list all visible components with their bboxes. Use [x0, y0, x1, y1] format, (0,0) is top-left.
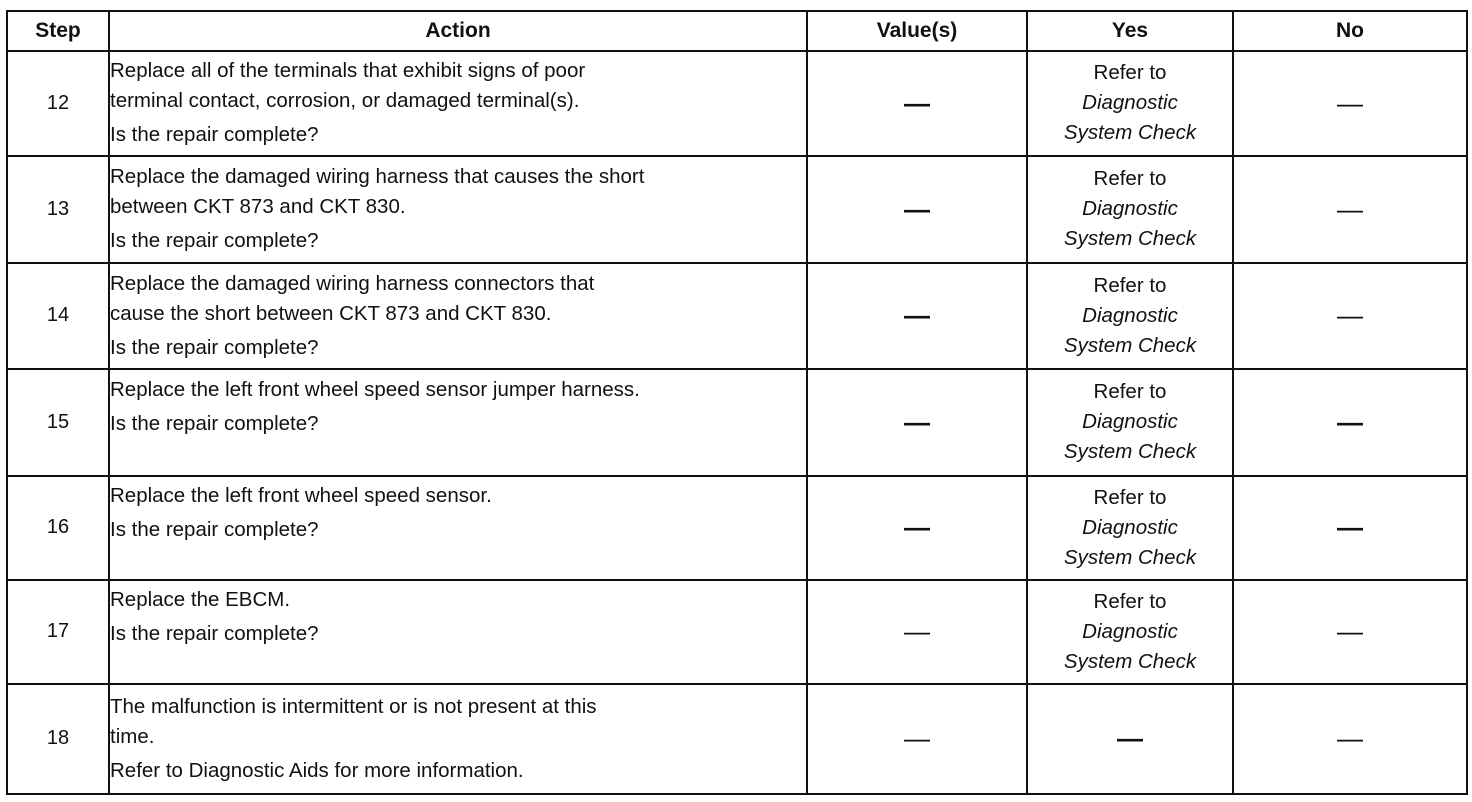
yes-cell	[1027, 476, 1233, 580]
action-question: Refer to Diagnostic Aids for more information.	[110, 758, 524, 782]
yes-diagnostic: Diagnostic	[1082, 515, 1178, 539]
step-number: 16	[7, 476, 109, 580]
value-cell	[807, 684, 1027, 794]
no-cell	[1233, 580, 1467, 684]
step-number: 13	[7, 156, 109, 263]
header-yes: Yes	[1027, 11, 1233, 51]
header-step: Step	[7, 11, 109, 51]
action-question: Is the repair complete?	[110, 229, 319, 253]
action-text-line: terminal contact, corrosion, or damaged terminal(s).	[110, 89, 580, 113]
action-spacer-line	[110, 545, 806, 575]
action-cell	[109, 156, 807, 263]
step-number: 14	[7, 263, 109, 369]
yes-system-check: System Check	[1063, 440, 1197, 464]
diagnostic-table	[6, 10, 1468, 795]
value-cell	[807, 476, 1027, 580]
table-row	[7, 580, 1467, 684]
header-row	[7, 11, 1467, 51]
action-text-line: cause the short between CKT 873 and CKT 830.	[110, 301, 552, 325]
yes-cell	[1027, 684, 1233, 794]
value-cell	[807, 580, 1027, 684]
no-cell	[1233, 156, 1467, 263]
table-row	[7, 51, 1467, 156]
step-number: 17	[7, 580, 109, 684]
yes-refer-to: Refer to	[1093, 61, 1167, 85]
action-text-line: Replace the left front wheel speed sensor.	[110, 483, 492, 507]
action-question: Is the repair complete?	[110, 621, 319, 645]
no-dash: —	[1337, 512, 1363, 543]
action-question: Is the repair complete?	[110, 123, 319, 147]
yes-cell	[1027, 156, 1233, 263]
value-dash: —	[904, 87, 930, 118]
action-text-line: Replace the damaged wiring harness that causes the short	[110, 165, 645, 189]
yes-refer-to: Refer to	[1093, 485, 1167, 509]
yes-refer-to: Refer to	[1093, 380, 1167, 404]
action-cell	[109, 684, 807, 794]
table-row	[7, 156, 1467, 263]
no-dash: —	[1337, 193, 1363, 224]
action-question: Is the repair complete?	[110, 517, 319, 541]
yes-diagnostic: Diagnostic	[1082, 91, 1178, 115]
step-number: 15	[7, 369, 109, 476]
no-cell	[1233, 476, 1467, 580]
value-cell	[807, 51, 1027, 156]
value-cell	[807, 263, 1027, 369]
header-values: Value(s)	[807, 11, 1027, 51]
no-cell	[1233, 51, 1467, 156]
step-number: 18	[7, 684, 109, 794]
action-spacer-line	[110, 439, 806, 469]
action-cell	[109, 476, 807, 580]
yes-system-check: System Check	[1063, 333, 1197, 357]
yes-system-check: System Check	[1063, 649, 1197, 673]
table-row	[7, 684, 1467, 794]
header-no: No	[1233, 11, 1467, 51]
no-cell	[1233, 684, 1467, 794]
yes-refer-to: Refer to	[1093, 273, 1167, 297]
action-cell	[109, 51, 807, 156]
value-dash: —	[904, 406, 930, 437]
action-text-line: Replace the damaged wiring harness connectors that	[110, 271, 595, 295]
yes-diagnostic: Diagnostic	[1082, 619, 1178, 643]
value-dash: —	[904, 616, 930, 647]
yes-diagnostic: Diagnostic	[1082, 197, 1178, 221]
action-text-line: Replace the EBCM.	[110, 587, 291, 611]
value-dash: —	[904, 723, 930, 754]
value-cell	[807, 156, 1027, 263]
no-dash: —	[1337, 616, 1363, 647]
no-dash: —	[1337, 723, 1363, 754]
no-dash: —	[1337, 87, 1363, 118]
value-cell	[807, 369, 1027, 476]
action-question: Is the repair complete?	[110, 335, 319, 359]
step-number: 12	[7, 51, 109, 156]
value-dash: —	[904, 193, 930, 224]
no-cell	[1233, 369, 1467, 476]
action-text-line: between CKT 873 and CKT 830.	[110, 195, 406, 219]
yes-cell	[1027, 51, 1233, 156]
value-dash: —	[904, 300, 930, 331]
yes-cell	[1027, 263, 1233, 369]
action-text-line: Replace all of the terminals that exhibit signs of poor	[110, 59, 586, 83]
no-dash: —	[1337, 300, 1363, 331]
action-cell	[109, 263, 807, 369]
yes-dash: —	[1117, 723, 1143, 754]
table-row	[7, 476, 1467, 580]
action-text-line: time.	[110, 724, 155, 748]
no-dash: —	[1337, 406, 1363, 437]
action-question: Is the repair complete?	[110, 412, 319, 436]
yes-cell	[1027, 580, 1233, 684]
yes-diagnostic: Diagnostic	[1082, 410, 1178, 434]
table-row	[7, 369, 1467, 476]
yes-diagnostic: Diagnostic	[1082, 303, 1178, 327]
no-cell	[1233, 263, 1467, 369]
action-cell	[109, 369, 807, 476]
value-dash: —	[904, 512, 930, 543]
yes-refer-to: Refer to	[1093, 589, 1167, 613]
yes-cell	[1027, 369, 1233, 476]
yes-system-check: System Check	[1063, 545, 1197, 569]
yes-refer-to: Refer to	[1093, 167, 1167, 191]
action-spacer-line	[110, 649, 806, 679]
header-action: Action	[109, 11, 807, 51]
action-cell	[109, 580, 807, 684]
yes-system-check: System Check	[1063, 121, 1197, 145]
action-text-line: Replace the left front wheel speed sensor jumper harness.	[110, 378, 640, 402]
table-row	[7, 263, 1467, 369]
action-text-line: The malfunction is intermittent or is not present at this	[110, 694, 597, 718]
yes-system-check: System Check	[1063, 227, 1197, 251]
